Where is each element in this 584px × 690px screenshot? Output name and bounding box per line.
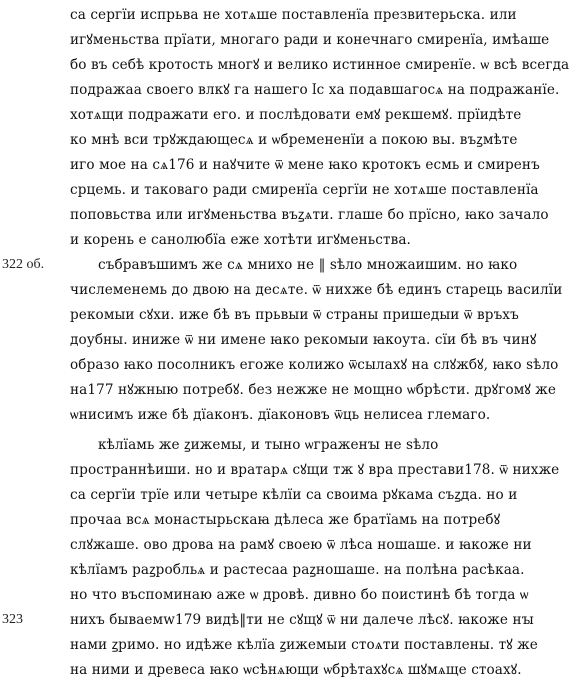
text-line: подражаа своего влкꙋ га нашего ӏс ха подавшагосѧ на подражанїе. bbox=[70, 82, 560, 98]
text-line: ко мнѣ вси трꙋждающесѧ и ѡбремененїи а покою вы. въꙁмѣте bbox=[70, 132, 518, 148]
text-line: хотѧщи подражати его. и послѣдовати емꙋ рекшемꙋ. прїидѣте bbox=[70, 107, 522, 123]
text-line: но что въспоминаю аже ѡ дровѣ. дивно бо поистинѣ бѣ тогда ѡ bbox=[70, 587, 529, 603]
text-line: нами ꙁримо. но идѣже кѣлїа ꙁижемыи стоѧти поставлены. тꙋ же bbox=[70, 637, 538, 653]
text-line: числеменемь до двою на десѧте. ѿ нихже бѣ единъ старець василїи bbox=[70, 282, 563, 298]
text-line: и корень е санолюбїа еже хотѣти игꙋменьства. bbox=[70, 232, 411, 248]
text-line: бо въ себѣ кротость многꙋ и велико истинное смиренїе. ѡ всѣ всегда bbox=[70, 57, 570, 73]
text-line: слꙋжаше. ово дрова на рамꙋ своею ѿ лѣса ношаше. и ꙗкоже ни bbox=[70, 537, 532, 553]
text-line: доубны. иниже ѿ ни имене ꙗко рекомыи ꙗкоута. сїи бѣ въ чинꙋ bbox=[70, 332, 537, 348]
text-line: прочаа всѧ монастырьскаꙗ дѣлеса же братїамь на потребꙋ bbox=[70, 512, 501, 528]
text-line: рекомыи сꙋхи. иже бѣ въ прьвыи ѿ страны пришедыи ѿ връхъ bbox=[70, 307, 519, 323]
text-line: на177 нꙋжныю потребꙋ. без нежже не мощно ѡбрѣсти. дрꙋгомꙋ же bbox=[70, 382, 557, 398]
folio-note: 323 bbox=[2, 612, 23, 627]
text-line: са сергїи испрьва не хотѧше поставленїа презвитерьска. или bbox=[70, 7, 517, 23]
text-line: ѡнисимъ иже бѣ дїаконъ. дїаконовъ ѿць нелисеа глемаго. bbox=[70, 407, 491, 423]
text-line: образо ꙗко посолникъ егоже колижо ѿсылахꙋ на слꙋжбꙋ, ꙗко ѕѣло bbox=[70, 357, 559, 373]
folio-note: 322 об. bbox=[2, 257, 45, 272]
text-line: срцемь. и таковаго ради смиренїа сергїи не хотѧше поставленїа bbox=[70, 182, 539, 198]
text-line: нихъ бываемw179 видѣ‖ти не сꙋщꙋ ѿ ни далече лѣсꙋ. ꙗкоже нꙑ bbox=[70, 612, 534, 628]
text-line: иго мое на сѧ176 и наꙋчите ѿ мене ꙗко кротокъ есмь и смиренъ bbox=[70, 157, 540, 173]
text-line: кѣлїамъ раꙁробльѧ и растесаа раꙁношаше. на полѣна расѣкаа. bbox=[70, 562, 525, 578]
text-line: игꙋменьства прїати, многаго ради и конечнаго смиренїа, имѣаше bbox=[70, 32, 550, 48]
text-line: кѣлїамь же ꙁижемы, и тыно ѡграженꙑ не ѕѣло bbox=[98, 437, 439, 453]
text-line: пространнѣиши. но и вратарѧ сꙋщи тж ꙋ вра престави178. ѿ нихже bbox=[70, 462, 560, 478]
text-line: поповьства или игꙋменьства въꙁѧти. глаше бо прїсно, ꙗко зачало bbox=[70, 207, 549, 223]
text-line: събравъшимъ же сѧ мнихо не ‖ ѕѣло множаишим. но ꙗко bbox=[98, 257, 518, 273]
text-line: на ними и древеса ꙗко ѡсѣнѧющи ѡбрѣтахꙋсѧ шꙋмѧще стоахꙋ. bbox=[70, 662, 522, 678]
text-line: са сергїи трїе или четыре кѣлїи са своима рꙋкама съꙁда. но и bbox=[70, 487, 518, 503]
